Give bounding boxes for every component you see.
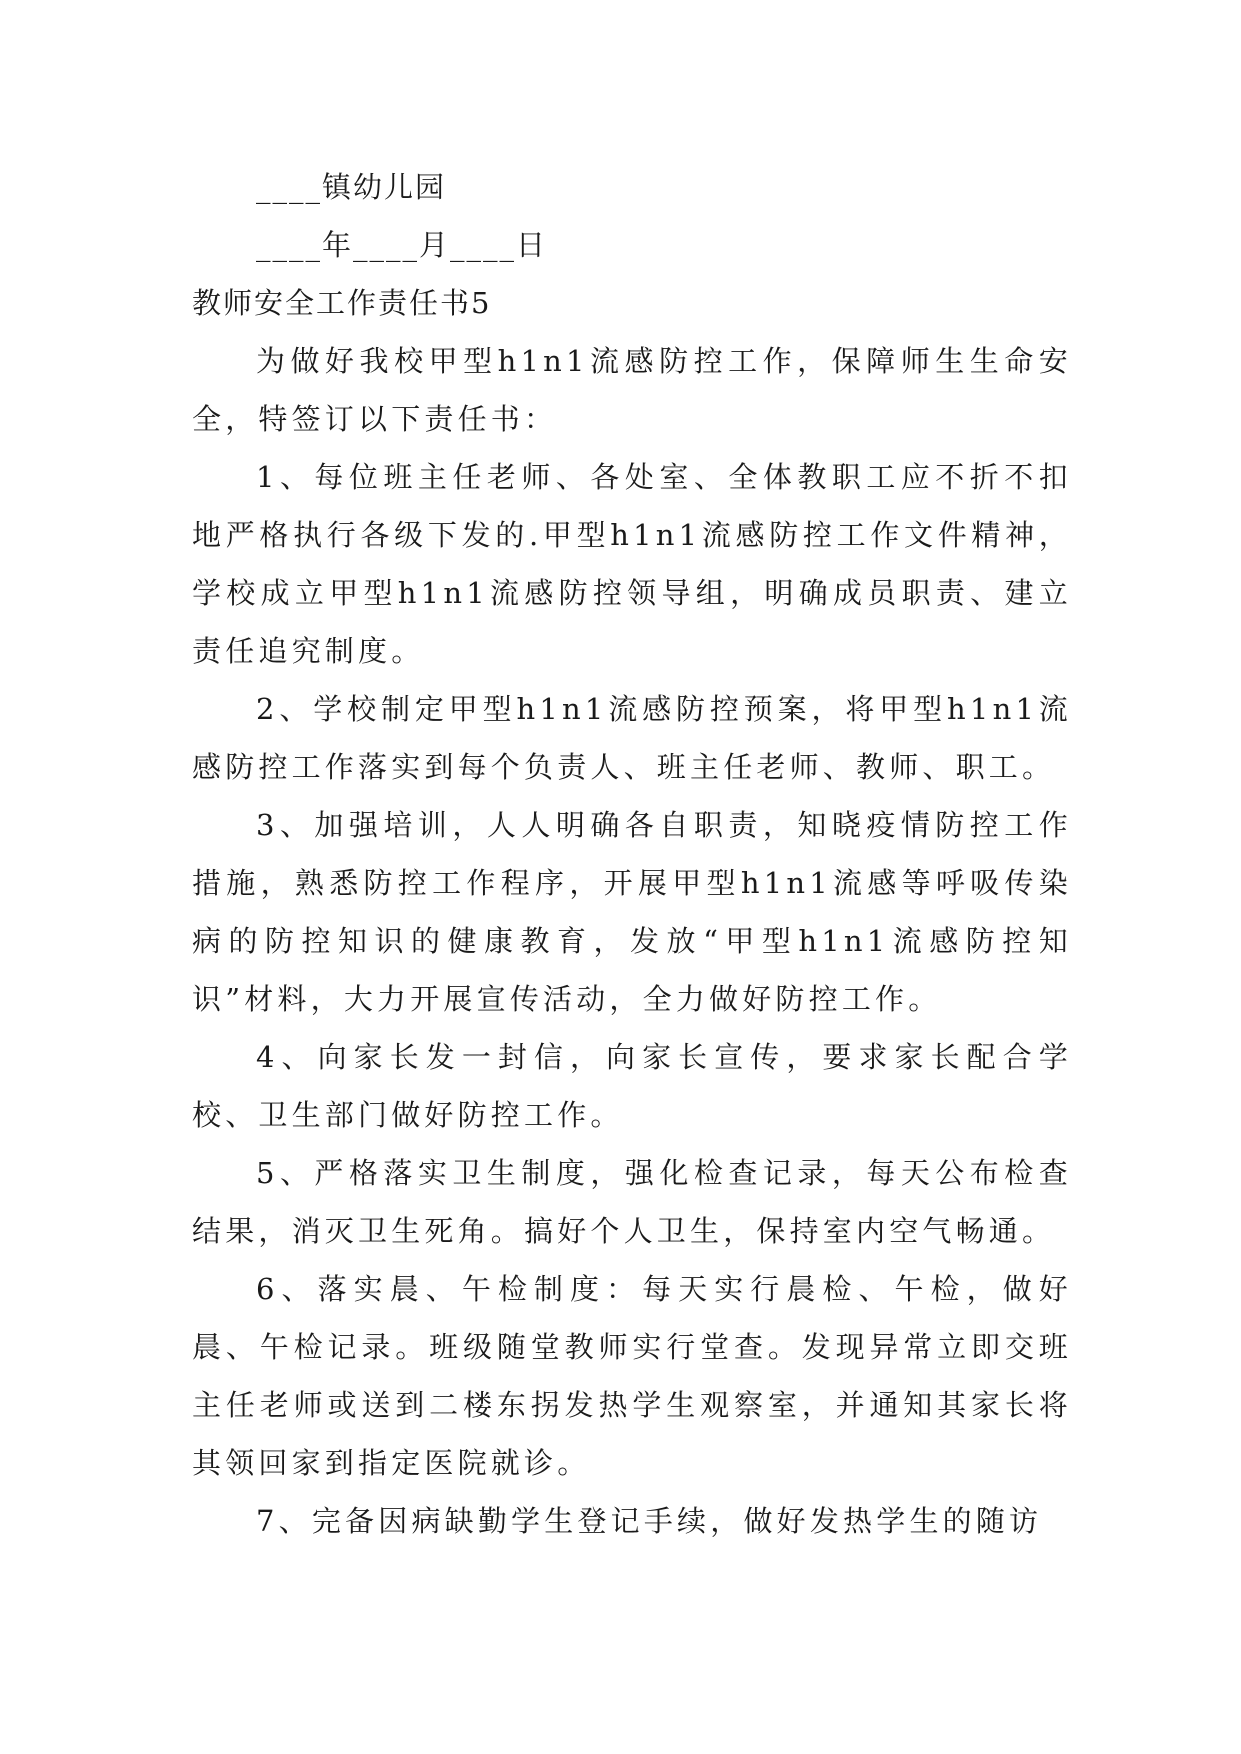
item-paragraph-4: 4、向家长发一封信，向家长宣传，要求家长配合学校、卫生部门做好防控工作。	[192, 1040, 1072, 1132]
document-title: 教师安全工作责任书5	[192, 286, 492, 320]
item-paragraph-7: 7、完备因病缺勤学生登记手续，做好发热学生的随访	[256, 1504, 1043, 1538]
item-paragraph-5: 5、严格落实卫生制度，强化检查记录，每天公布检查结果，消灭卫生死角。搞好个人卫生，保持室内空气畅通。	[192, 1156, 1072, 1248]
signature-org: ____镇幼儿园	[256, 170, 447, 204]
item-paragraph-6: 6、落实晨、午检制度：每天实行晨检、午检，做好晨、午检记录。班级随堂教师实行堂查。发现异常立即交班主任老师或送到二楼东拐发热学生观察室，并通知其家长将其领回家到指定医院就诊。	[192, 1272, 1072, 1480]
item-paragraph-1: 1、每位班主任老师、各处室、全体教职工应不折不扣地严格执行各级下发的.甲型h1n1流感防控工作文件精神，学校成立甲型h1n1流感防控领导组，明确成员职责、建立责任追究制度。	[192, 460, 1072, 668]
signature-date: ____年____月____日	[256, 228, 548, 262]
item-paragraph-3: 3、加强培训，人人明确各自职责，知晓疫情防控工作措施，熟悉防控工作程序，开展甲型h1n1流感等呼吸传染病的防控知识的健康教育，发放“甲型h1n1流感防控知识”材料，大力开展宣传活动，全力做好防控工作。	[192, 808, 1072, 1016]
intro-paragraph: 为做好我校甲型h1n1流感防控工作，保障师生生命安全，特签订以下责任书：	[192, 344, 1072, 436]
item-paragraph-2: 2、学校制定甲型h1n1流感防控预案，将甲型h1n1流感防控工作落实到每个负责人、班主任老师、教师、职工。	[192, 692, 1072, 784]
document-body	[192, 158, 1072, 1550]
